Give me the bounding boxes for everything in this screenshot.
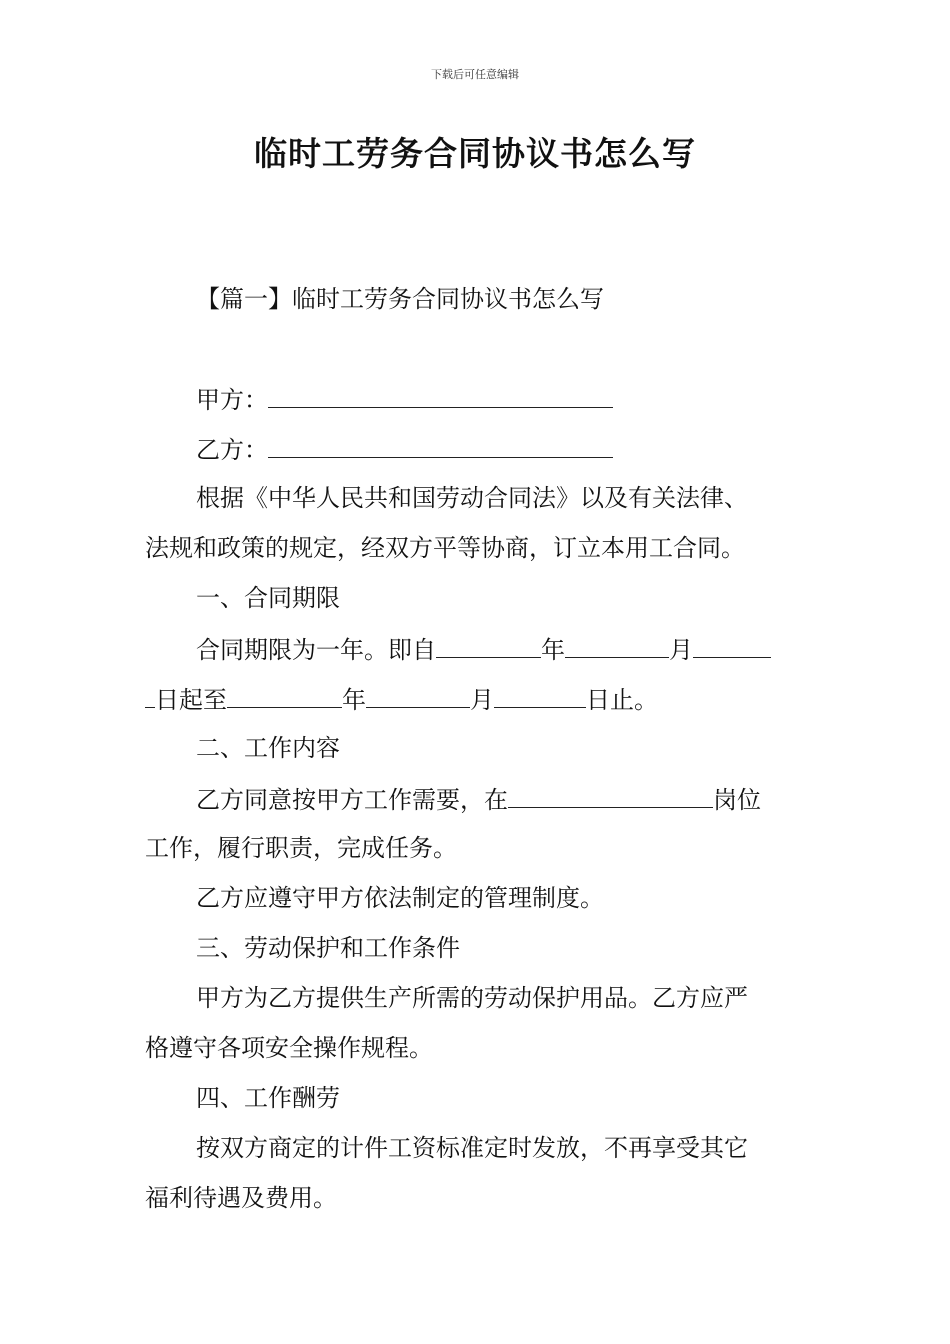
end-day-blank (494, 683, 586, 708)
intro-line-1: 根据《中华人民共和国劳动合同法》以及有关法律、 (196, 484, 748, 512)
section-1-heading: 一、合同期限 (196, 584, 340, 612)
party-b-label: 乙方： (196, 436, 268, 464)
party-b-line (196, 433, 866, 465)
position-blank (508, 783, 713, 808)
party-a-label: 甲方： (196, 386, 268, 414)
end-year-blank (227, 683, 342, 708)
pay-line-2: 福利待遇及费用。 (145, 1184, 337, 1212)
party-a-blank (268, 383, 613, 408)
start-year-blank (436, 633, 541, 658)
work-content-rules: 乙方应遵守甲方依法制定的管理制度。 (196, 884, 604, 912)
section-3-heading: 三、劳动保护和工作条件 (196, 934, 460, 962)
protection-line-1: 甲方为乙方提供生产所需的劳动保护用品。乙方应严 (196, 984, 748, 1012)
protection-line-2: 格遵守各项安全操作规程。 (145, 1034, 433, 1062)
section-4-heading: 四、工作酬劳 (196, 1084, 340, 1112)
term-line-2 (145, 683, 815, 715)
header-note: 下载后可任意编辑 (431, 68, 519, 81)
start-month-blank (565, 633, 669, 658)
section-2-heading: 二、工作内容 (196, 734, 340, 762)
term-line-1 (196, 633, 866, 665)
term-prefix: 合同期限为一年。即自 (196, 636, 436, 664)
year-label: 年 (541, 636, 565, 664)
day-end-label: 日止。 (586, 686, 658, 714)
intro-line-2: 法规和政策的规定，经双方平等协商，订立本用工合同。 (145, 534, 745, 562)
section-heading: 【篇一】临时工劳务合同协议书怎么写 (196, 285, 604, 313)
party-b-blank (268, 433, 613, 458)
work-content-prefix: 乙方同意按甲方工作需要，在 (196, 786, 508, 814)
start-day-blank (693, 633, 771, 658)
party-a-line (196, 383, 866, 415)
document-title: 临时工劳务合同协议书怎么写 (254, 134, 696, 173)
start-day-blank-cont (145, 683, 155, 708)
month-label: 月 (669, 636, 693, 664)
end-month-blank (366, 683, 470, 708)
end-year-label: 年 (342, 686, 366, 714)
end-month-label: 月 (470, 686, 494, 714)
work-content-suffix: 岗位 (713, 786, 761, 814)
work-content-line-1 (196, 783, 866, 815)
day-start-label: 日起至 (155, 686, 227, 714)
pay-line-1: 按双方商定的计件工资标准定时发放，不再享受其它 (196, 1134, 748, 1162)
work-content-line-2: 工作，履行职责，完成任务。 (145, 834, 457, 862)
